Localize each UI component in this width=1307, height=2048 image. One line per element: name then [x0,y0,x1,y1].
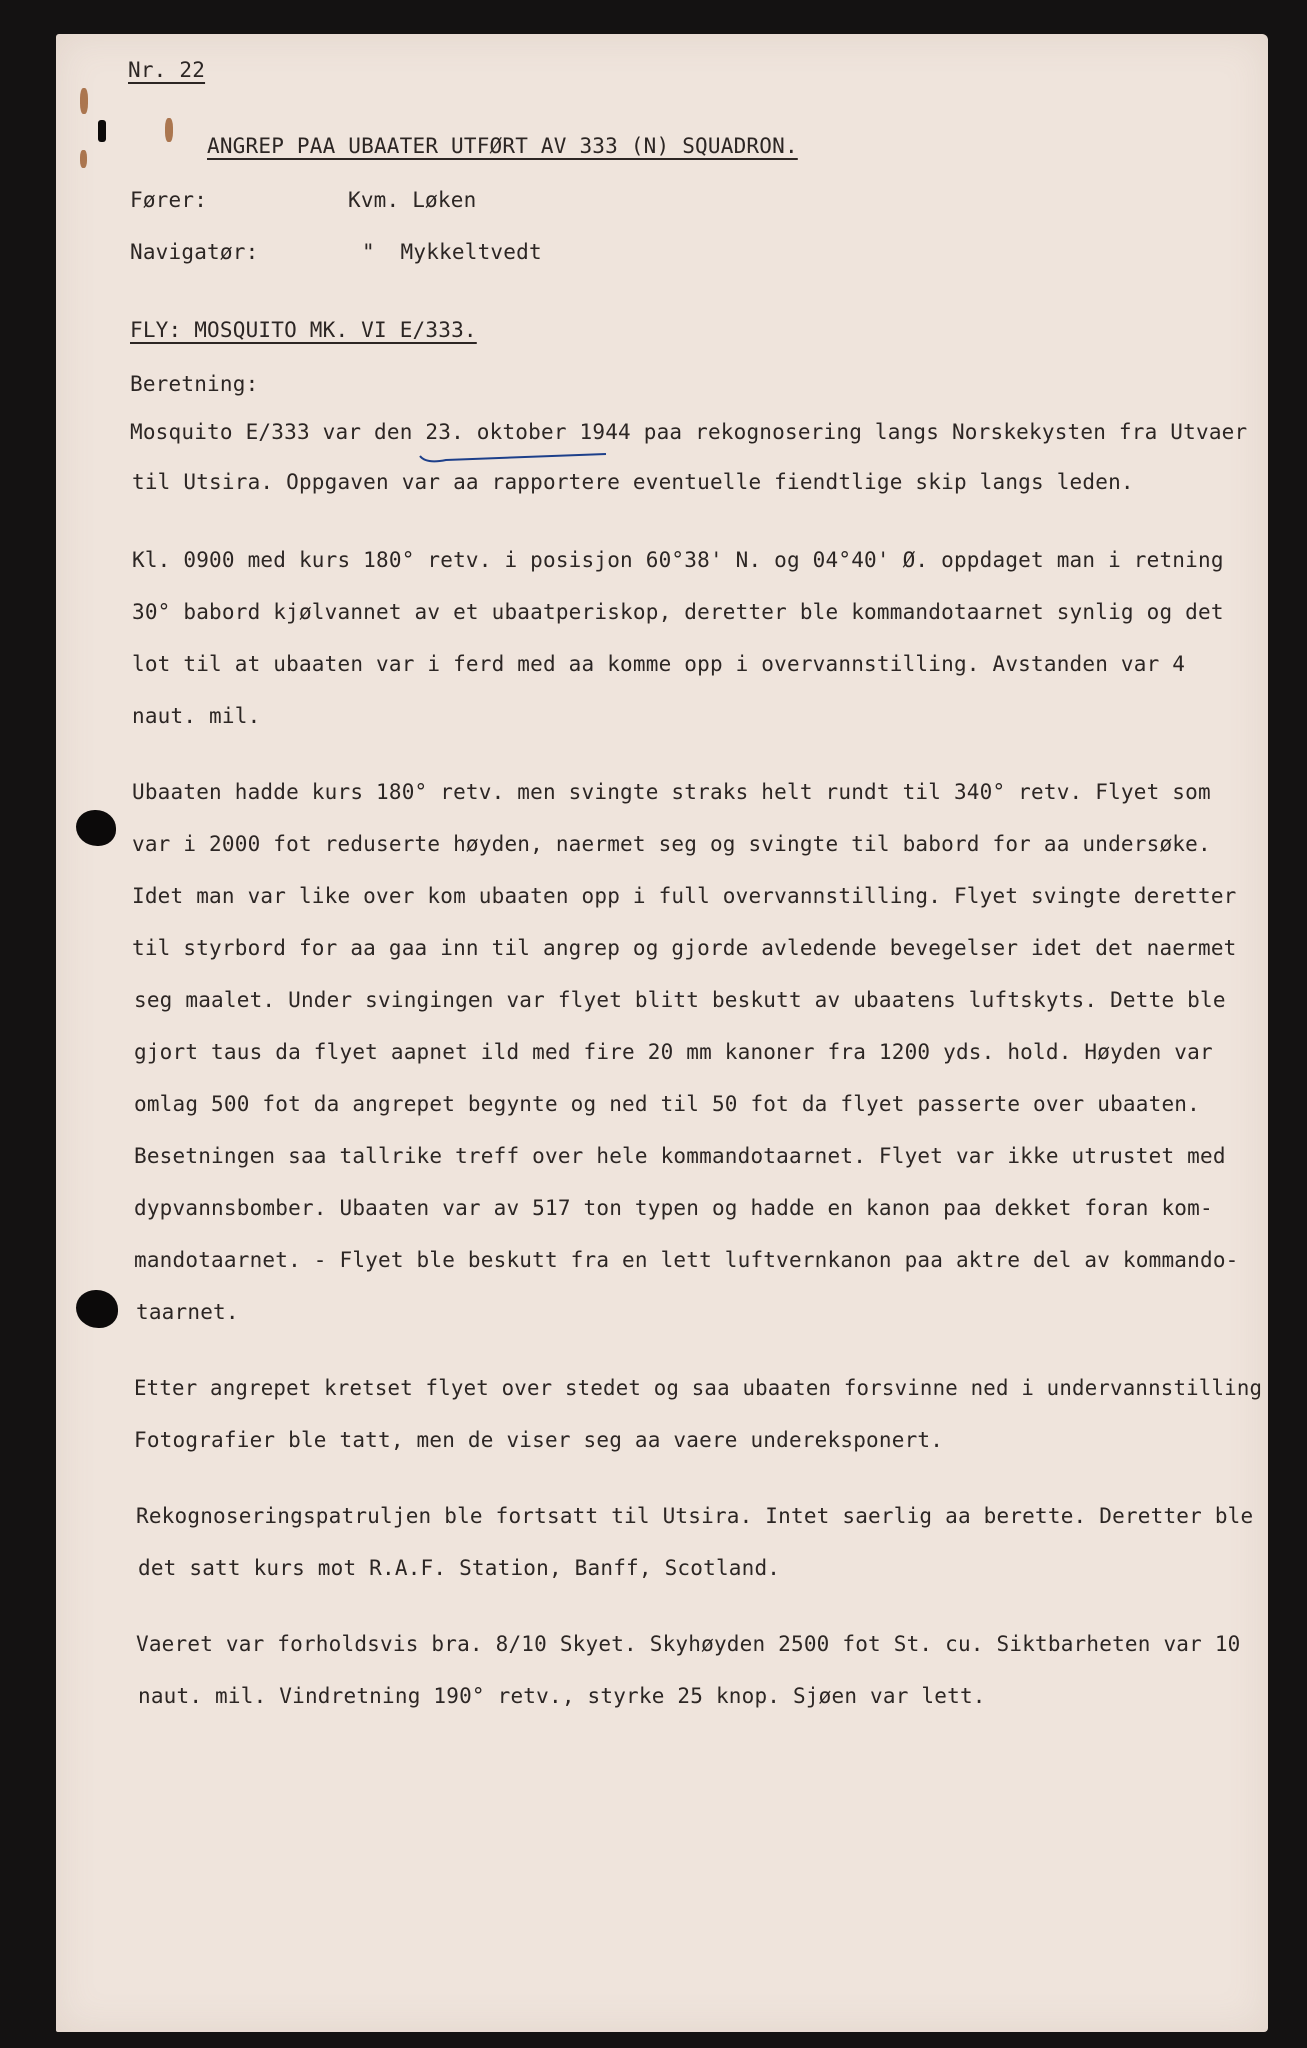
report-line: det satt kurs mot R.A.F. Station, Banff, Scotland. [138,1556,781,1580]
pen-underline [416,448,616,468]
report-line: Fotografier ble tatt, men de viser seg aa vaere undereksponert. [134,1428,944,1452]
report-line: Besetningen saa tallrike treff over hele kommandotaarnet. Flyet var ikke utrustet med [134,1144,1226,1168]
report-line: til styrbord for aa gaa inn til angrep og gjorde avledende bevegelser idet det naermet [132,936,1237,960]
report-line: lot til at ubaaten var i ferd med aa komme opp i overvannstilling. Avstanden var 4 [132,652,1186,676]
rust-stain [80,88,88,114]
report-label: Beretning: [130,372,259,396]
report-line: gjort taus da flyet aapnet ild med fire 20 mm kanoner fra 1200 yds. hold. Høyden var [134,1040,1213,1064]
punch-hole-top [76,810,116,846]
report-line: seg maalet. Under svingingen var flyet blitt beskutt av ubaatens luftskyts. Dette ble [134,988,1226,1012]
rust-stain [165,118,173,142]
report-line: naut. mil. [132,704,261,728]
report-line: Vaeret var forholdsvis bra. 8/10 Skyet. Skyhøyden 2500 fot St. cu. Siktbarheten var 10 [136,1632,1241,1656]
crew-name-pilot: Kvm. Løken [348,188,477,212]
rust-stain [80,150,87,168]
crew-role-pilot: Fører: [130,188,208,212]
report-line: var i 2000 fot reduserte høyden, naermet seg og svingte til babord for aa undersøke. [132,832,1211,856]
report-line: Mosquito E/333 var den 23. oktober 1944 paa rekognosering langs Norskekysten fra Utvaer [130,420,1248,444]
doc-title: ANGREP PAA UBAATER UTFØRT AV 333 (N) SQUADRON. [207,134,798,158]
report-line: Etter angrepet kretset flyet over stedet og saa ubaaten forsvinne ned i undervannstilling [134,1376,1263,1400]
report-line: Idet man var like over kom ubaaten opp i full overvannstilling. Flyet svingte deretter [132,884,1237,908]
aircraft-heading: FLY: MOSQUITO MK. VI E/333. [130,318,477,342]
report-line: 30° babord kjølvannet av et ubaatperiskop, deretter ble kommandotaarnet synlig og det [132,600,1224,624]
doc-number: Nr. 22 [128,58,206,82]
report-line: dypvannsbomber. Ubaaten var av 517 ton typen og hadde en kanon paa dekket foran kom- [134,1196,1213,1220]
staple-mark [98,120,106,142]
report-line: Rekognoseringspatruljen ble fortsatt til Utsira. Intet saerlig aa berette. Deretter ble [136,1504,1254,1528]
report-line: mandotaarnet. - Flyet ble beskutt fra en lett luftvernkanon paa aktre del av kommando- [134,1248,1239,1272]
report-line: taarnet. [136,1300,239,1324]
crew-name-navigator: " Mykkeltvedt [362,240,542,264]
crew-role-navigator: Navigatør: [130,240,259,264]
report-line: Ubaaten hadde kurs 180° retv. men svingte straks helt rundt til 340° retv. Flyet som [132,780,1211,804]
report-line: Kl. 0900 med kurs 180° retv. i posisjon 60°38' N. og 04°40' Ø. oppdaget man i retning [132,548,1224,572]
report-line: naut. mil. Vindretning 190° retv., styrke 25 knop. Sjøen var lett. [138,1684,986,1708]
report-line: omlag 500 fot da angrepet begynte og ned til 50 fot da flyet passerte over ubaaten. [134,1092,1200,1116]
report-line: til Utsira. Oppgaven var aa rapportere eventuelle fiendtlige skip langs leden. [132,470,1134,494]
punch-hole-bottom [76,1290,118,1328]
